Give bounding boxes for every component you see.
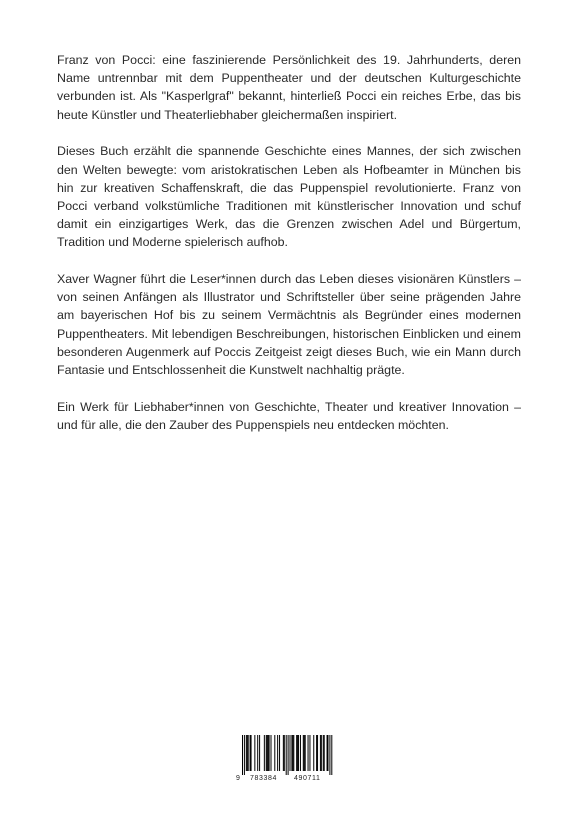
barcode-bars: [236, 733, 339, 775]
isbn-barcode: [236, 733, 339, 783]
barcode-bar: [305, 735, 306, 771]
barcode-bar: [331, 735, 332, 775]
barcode-bar: [277, 735, 278, 771]
barcode-bar: [329, 735, 330, 775]
paragraph-audience: Ein Werk für Liebhaber*innen von Geschichte, Theater und kreativer Innovation – und für alle, die den Zauber des Puppenspiels neu entdecken möchten.: [57, 399, 521, 432]
barcode-bar: [291, 735, 292, 771]
barcode-bar: [296, 735, 297, 771]
barcode-bar: [284, 735, 285, 771]
barcode-bar: [313, 735, 314, 771]
barcode-bar: [316, 735, 317, 771]
barcode-bar: [271, 735, 272, 771]
paragraph-intro: Franz von Pocci: eine faszinierende Persönlichkeit des 19. Jahrhunderts, deren Name untrennbar mit dem Puppentheater und der deutschen Kulturgeschichte verbunden ist. Als "Kasperlgraf" bekannt, hinterließ Pocci ein reiches Erbe, das bis heute Künstler und Theaterliebhaber gleichermaßen inspiriert.: [57, 53, 521, 122]
barcode-bar: [266, 735, 267, 771]
barcode-bar: [303, 735, 304, 771]
barcode-bar: [242, 735, 243, 775]
barcode-bar: [244, 735, 245, 775]
barcode-bar: [254, 735, 255, 771]
barcode-digits-right: 490711: [294, 775, 321, 782]
barcode-bar: [304, 735, 305, 771]
barcode-bar: [274, 735, 275, 771]
barcode-bar: [283, 735, 284, 771]
barcode-bar: [324, 735, 325, 771]
barcode-bar: [248, 735, 249, 771]
barcode-bar: [257, 735, 258, 771]
barcode-bar: [267, 735, 268, 771]
barcode-bar: [292, 735, 293, 771]
barcode-bar: [259, 735, 260, 771]
barcode-bar: [268, 735, 269, 771]
barcode-bar: [323, 735, 324, 771]
barcode-bar: [288, 735, 289, 775]
barcode-digit-first: 9: [236, 775, 240, 782]
barcode-bar: [298, 735, 299, 771]
blurb-text: [57, 51, 521, 453]
barcode-bar: [320, 735, 321, 771]
barcode-bar: [251, 735, 252, 771]
barcode-bar: [300, 735, 301, 771]
barcode-digits-left: 783384: [250, 775, 277, 782]
barcode-bar: [328, 735, 329, 771]
barcode-digits: [236, 774, 339, 784]
paragraph-author: Xaver Wagner führt die Leser*innen durch das Leben dieses visionären Künstlers – von seinen Anfängen als Illustrator und Schriftsteller über seine prägenden Jahre am bayerischen Hof bis zu seinem Vermächtnis als Begründer eines modernen Puppentheaters. Mit lebendigen Beschreibungen, historischen Einblicken und einem besonderen Augenmerk auf Poccis Zeitgeist zeigt dieses Buch, wie ein Mann durch Fantasie und Entschlossenheit die Kunstwelt nachhaltig prägte.: [57, 272, 521, 378]
barcode-bar: [264, 735, 265, 771]
barcode-bar: [308, 735, 309, 771]
barcode-bar: [246, 735, 247, 771]
barcode-bar: [269, 735, 270, 771]
barcode-bar: [309, 735, 310, 771]
barcode-bar: [290, 735, 291, 771]
barcode-bar: [327, 735, 328, 771]
barcode-bar: [247, 735, 248, 771]
barcode-bar: [317, 735, 318, 771]
barcode-bar: [250, 735, 251, 771]
barcode-bar: [321, 735, 322, 771]
barcode-bar: [286, 735, 287, 775]
barcode-bar: [297, 735, 298, 771]
barcode-bar: [293, 735, 294, 771]
barcode-bar: [279, 735, 280, 771]
paragraph-story: Dieses Buch erzählt die spannende Geschichte eines Mannes, der sich zwischen den Welten bewegte: vom aristokratischen Leben als Hofbeamter in München bis hin zur kreativen Schaffenskraft, die das Puppenspiel revolutionierte. Franz von Pocci verband volkstümliche Traditionen mit künstlerischer Innovation und schuf damit ein einzigartiges Werk, das die Grenzen zwischen Adel und Bürgertum, Tradition und Moderne spielerisch aufhob.: [57, 144, 521, 250]
